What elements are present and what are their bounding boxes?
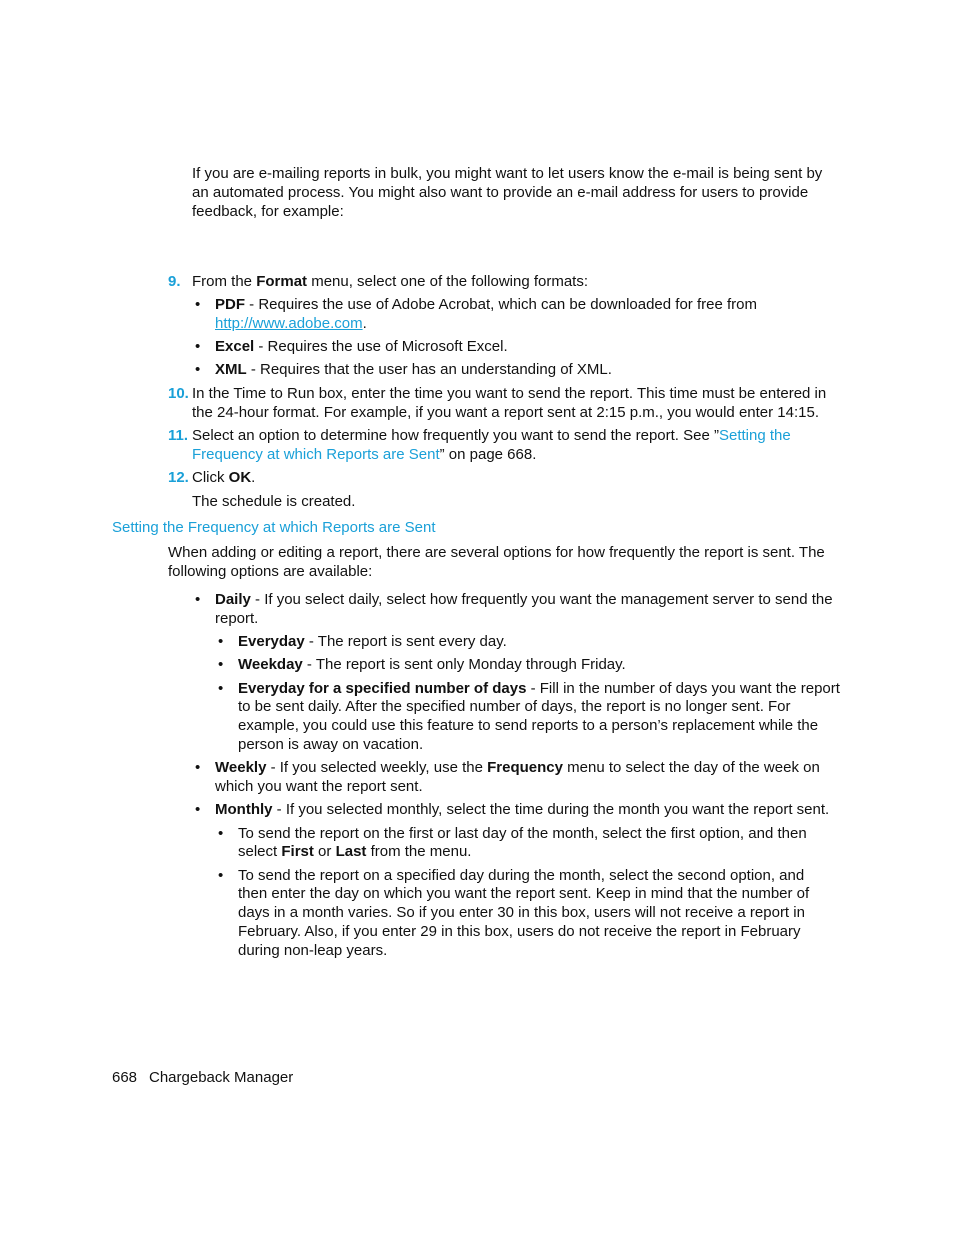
specday-line-3: days in a month varies. So if you enter 30 in this box, users will not receive a report in (238, 904, 805, 921)
pdf-line-2 (215, 314, 367, 333)
monthly-label: Monthly (215, 801, 273, 818)
step-9-text (192, 272, 588, 291)
step-11-line-2 (192, 445, 536, 464)
bullet-icon: • (218, 633, 224, 650)
bullet-icon: • (218, 867, 224, 884)
step-10-line-1: In the Time to Run box, enter the time you want to send the report. This time must be entered in (192, 385, 827, 402)
weekly-line-1 (215, 758, 820, 777)
xml-line (215, 360, 612, 379)
pdf-desc: - Requires the use of Adobe Acrobat, which can be downloaded for free from (245, 296, 757, 313)
specified-line-1 (238, 679, 840, 698)
bullet-icon: • (218, 680, 224, 697)
cross-reference-link[interactable]: Frequency at which Reports are Sent (192, 446, 440, 463)
daily-label: Daily (215, 591, 251, 608)
ok-label: OK (228, 469, 252, 486)
bullet-icon: • (195, 759, 201, 776)
section-intro-line-1: When adding or editing a report, there are several options for how frequently the report is sent. The (168, 544, 825, 561)
xml-label: XML (215, 361, 247, 378)
step-10-line-2: the 24-hour format. For example, if you want a report sent at 2:15 p.m., you would enter 14:15. (192, 404, 820, 421)
specified-label: Everyday for a specified number of days (238, 680, 527, 697)
specday-line-4: February. Also, if you enter 29 in this box, users do not receive the report in February (238, 923, 801, 940)
specday-line-2: then enter the day on which you want the report sent. Keep in mind that the number of (238, 885, 810, 902)
step-12-pre: Click (192, 469, 229, 486)
document-title: Chargeback Manager (149, 1069, 294, 1086)
excel-desc: - Requires the use of Microsoft Excel. (254, 338, 508, 355)
weekday-line (238, 655, 626, 674)
excel-line (215, 337, 508, 356)
step-11-pre: Select an option to determine how frequently you want to send the report. See ” (192, 427, 719, 444)
firstlast-pre: select (238, 843, 282, 860)
step-number: 9. (168, 273, 181, 290)
weekday-label: Weekday (238, 656, 303, 673)
bullet-icon: • (195, 801, 201, 818)
intro-line-1: If you are e-mailing reports in bulk, you might want to let users know the e-mail is being sent by (192, 165, 823, 182)
frequency-menu-label: Frequency (487, 759, 563, 776)
firstlast-line-1: To send the report on the first or last day of the month, select the first option, and then (238, 825, 807, 842)
daily-line-2: report. (215, 610, 259, 627)
firstlast-post: from the menu. (366, 843, 472, 860)
step-number: 11. (168, 427, 189, 444)
bullet-icon: • (195, 338, 201, 355)
weekly-label: Weekly (215, 759, 267, 776)
weekly-post: menu to select the day of the week on (562, 759, 820, 776)
specday-line-1: To send the report on a specified day during the month, select the second option, and (238, 867, 805, 884)
weekday-desc: - The report is sent only Monday through Friday. (302, 656, 626, 673)
specday-line-5: during non-leap years. (238, 942, 388, 959)
everyday-label: Everyday (238, 633, 305, 650)
pdf-label: PDF (215, 296, 245, 313)
excel-label: Excel (215, 338, 255, 355)
xml-desc: - Requires that the user has an understanding of XML. (246, 361, 612, 378)
everyday-desc: - The report is sent every day. (304, 633, 507, 650)
bullet-icon: • (195, 361, 201, 378)
bullet-icon: • (195, 591, 201, 608)
intro-line-3: feedback, for example: (192, 203, 344, 220)
step-number: 12. (168, 469, 189, 486)
bullet-icon: • (218, 825, 224, 842)
cross-reference-link[interactable]: Setting the (719, 427, 791, 444)
step-9-post: menu, select one of the following formats: (307, 273, 589, 290)
specified-line-2: to be sent daily. After the specified number of days, the report is no longer sent. For (238, 698, 791, 715)
step-11-post: ” on page 668. (439, 446, 537, 463)
daily-line-1 (215, 590, 833, 609)
monthly-line (215, 800, 829, 819)
firstlast-mid: or (313, 843, 336, 860)
step-12-post: . (251, 469, 256, 486)
step-number: 10. (168, 385, 189, 402)
everyday-line (238, 632, 507, 651)
adobe-link[interactable]: http://www.adobe.com (215, 315, 363, 332)
first-label: First (281, 843, 314, 860)
step-9-pre: From the (192, 273, 257, 290)
format-menu-label: Format (256, 273, 308, 290)
specified-line-3: example, you could use this feature to send reports to a person’s replacement while the (238, 717, 819, 734)
step-11-line-1 (192, 426, 791, 445)
daily-desc: - If you select daily, select how frequently you want the management server to send the (250, 591, 833, 608)
pdf-line-1 (215, 295, 757, 314)
pdf-period: . (362, 315, 367, 332)
bullet-icon: • (218, 656, 224, 673)
bullet-icon: • (195, 296, 201, 313)
step-result: The schedule is created. (192, 493, 356, 510)
page-number: 668 (112, 1069, 138, 1086)
step-12-text (192, 468, 255, 487)
specified-desc: - Fill in the number of days you want the report (526, 680, 840, 697)
specified-line-4: person is away on vacation. (238, 736, 424, 753)
section-intro-line-2: following options are available: (168, 563, 373, 580)
firstlast-line-2 (238, 842, 471, 861)
intro-line-2: an automated process. You might also want to provide an e-mail address for users to provide (192, 184, 809, 201)
monthly-desc: - If you selected monthly, select the time during the month you want the report sent. (272, 801, 830, 818)
section-heading: Setting the Frequency at which Reports are Sent (112, 519, 436, 536)
weekly-pre: - If you selected weekly, use the (266, 759, 488, 776)
last-label: Last (335, 843, 367, 860)
weekly-line-2: which you want the report sent. (215, 778, 423, 795)
